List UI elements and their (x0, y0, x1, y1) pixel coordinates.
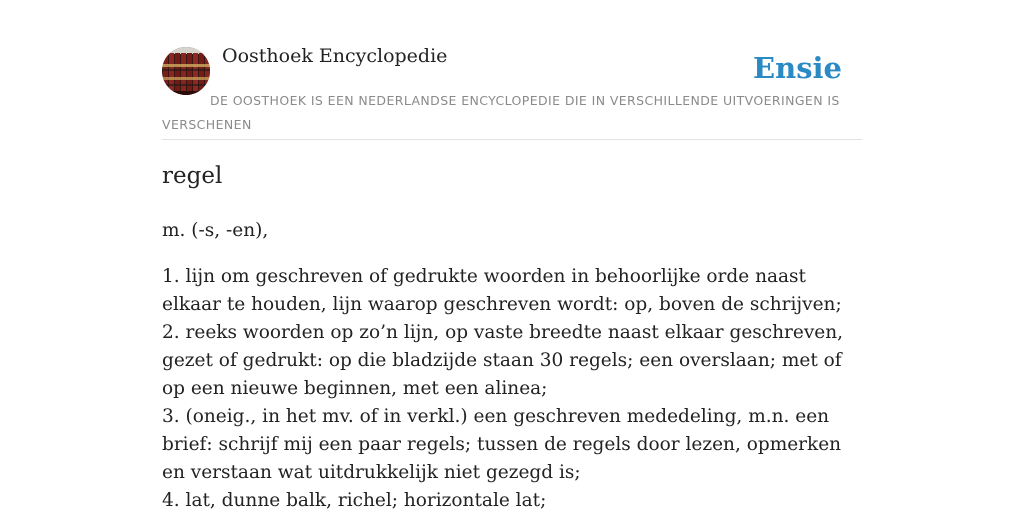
definition-item: 3. (oneig., in het mv. of in verkl.) een geschreven mededeling, m.n. een brief: schrijf mij een paar regels; tussen de regels door lezen, opmerken en verstaan wat uitdrukkelijk niet gezegd is; (162, 406, 842, 483)
site-tagline: DE OOSTHOEK IS EEN NEDERLANDSE ENCYCLOPEDIE DIE IN VERSCHILLENDE UITVOERINGEN IS VERSCHENEN (162, 93, 840, 132)
site-avatar[interactable] (162, 47, 210, 95)
ensie-brand-logo[interactable]: Ensie (753, 51, 842, 85)
definition-item: 4. lat, dunne balk, richel; horizontale lat; (162, 490, 547, 511)
page-container (162, 0, 862, 511)
site-header (162, 0, 862, 140)
entry-definition (162, 263, 868, 515)
definition-item: 1. lijn om geschreven of gedrukte woorden in behoorlijke orde naast elkaar te houden, lijn waarop geschreven wordt: op, boven de schrijven; (162, 266, 842, 315)
entry-grammar: m. (-s, -en), (162, 220, 269, 241)
definition-item: 2. reeks woorden op zo’n lijn, op vaste breedte naast elkaar geschreven, gezet of gedrukt: op die bladzijde staan 30 regels; een overslaan; met of op een nieuwe beginnen, met een alinea; (162, 322, 844, 399)
encyclopedia-books-icon (162, 47, 210, 95)
site-title-link[interactable]: Oosthoek Encyclopedie (222, 45, 448, 67)
entry-title: regel (162, 163, 223, 189)
